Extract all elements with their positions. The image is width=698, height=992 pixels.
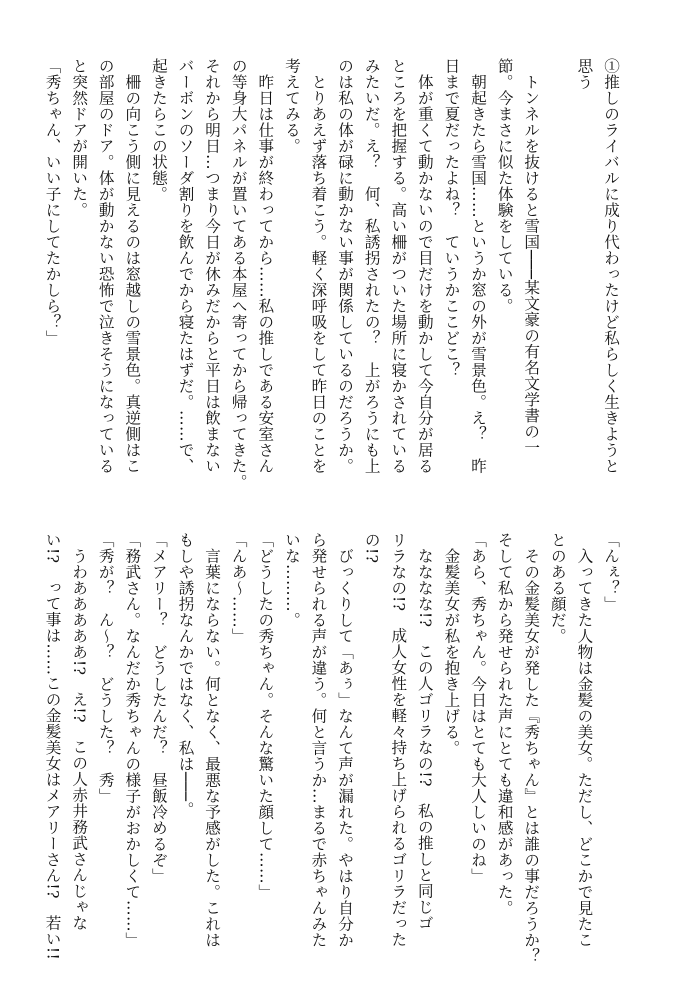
text-line: 「務武さん。なんだか秀ちゃんの様子がおかしくて……」 bbox=[123, 532, 142, 948]
text-line: その金髪美女が発した『秀ちゃん』とは誰の事だろうか？ bbox=[522, 532, 541, 964]
text-line: もしや誘拐なんかではなく、私は───。 bbox=[176, 532, 195, 818]
text-line: 金髪美女が私を抱き上げる。 bbox=[442, 532, 461, 756]
text-line: い!? って事は……この金髪美女はメアリーさん!? 若い!! bbox=[43, 532, 62, 961]
text-line: 日まで夏だったよね？ ていうかここどこ？ bbox=[442, 58, 461, 378]
text-line: 体が重くて動かないので目だけを動かして今自分が居る bbox=[415, 58, 434, 474]
text-line: 「秀ちゃん、いい子にしてたかしら？」 bbox=[43, 58, 62, 346]
text-line: バーボンのソーダ割りを飲んでから寝たはずだ。……で、 bbox=[176, 58, 195, 474]
text-line: 柵の向こう側に見えるのは窓越しの雪景色。真逆側はこ bbox=[123, 58, 142, 474]
text-line: 「んあ～……」 bbox=[229, 532, 248, 644]
text-line: トンネルを抜けると雪国───某文豪の有名文学書の一 bbox=[522, 58, 541, 456]
text-line: みたいだ。え？ 何、私誘拐されたの？ 上がろうにも上 bbox=[362, 58, 381, 474]
text-line: とのある顔だ。 bbox=[548, 532, 567, 644]
text-line: ところを把握する。高い柵がついた場所に寝かされている bbox=[389, 58, 408, 474]
text-line: うわあああああ!? え!? この人赤井務武さんじゃな bbox=[70, 532, 89, 931]
text-line: 起きたらこの状態。 bbox=[149, 58, 168, 202]
text-line: 「メアリー？ どうしたんだ？ 昼飯冷めるぞ」 bbox=[149, 532, 168, 884]
text-line: 朝起きたら雪国……というか窓の外が雪景色。え？ 昨 bbox=[469, 58, 488, 474]
text-line: ら発せられる声が違う。何と言うか…まるで赤ちゃんみた bbox=[309, 532, 328, 948]
text-line: いな………。 bbox=[282, 532, 301, 628]
text-line: 「どうしたの秀ちゃん。そんな驚いた顔して……」 bbox=[256, 532, 275, 900]
text-line: の等身大パネルが置いてある本屋へ寄ってから帰ってきた。 bbox=[229, 58, 248, 490]
text-line: のは私の体が碌に動かない事が関係しているのだろうか。 bbox=[336, 58, 355, 474]
text-line: そして私から発せられた声にとても違和感があった。 bbox=[495, 532, 514, 916]
text-line: リラなの!? 成人女性を軽々持ち上げられるゴリラだった bbox=[389, 532, 408, 948]
text-line: 「あら、秀ちゃん。今日はとても大人しいのね」 bbox=[469, 532, 488, 884]
text-line: とりあえず落ち着こう。軽く深呼吸をして昨日のことを bbox=[309, 58, 328, 474]
lower-text-block bbox=[43, 532, 624, 964]
text-line: それから明日…つまり今日が休みだからと平日は飲まない bbox=[203, 58, 222, 474]
text-line: 昨日は仕事が終わってから……私の推しである安室さん bbox=[256, 58, 275, 474]
text-line: 考えてみる。 bbox=[282, 58, 301, 154]
text-line: の部屋のドア。体が動かない恐怖で泣きそうになっている bbox=[96, 58, 115, 474]
text-line: の!? bbox=[362, 532, 381, 564]
text-line: 節。今まさに似た体験をしている。 bbox=[495, 58, 514, 314]
text-line: 思う bbox=[575, 58, 594, 90]
text-line: なななな!? この人ゴリラなの!? 私の推しと同じゴ bbox=[415, 532, 434, 931]
upper-text-block bbox=[43, 58, 624, 490]
text-line: 言葉にならない。何となく、最悪な予感がした。これは bbox=[203, 532, 222, 948]
text-line: びっくりして「あぅ」なんて声が漏れた。やはり自分か bbox=[336, 532, 355, 948]
blank-line bbox=[544, 58, 571, 478]
text-line: と突然ドアが開いた。 bbox=[70, 58, 89, 218]
text-line: ①推しのライバルに成り代わったけど私らしく生きようと bbox=[602, 58, 620, 474]
text-line: 入ってきた人物は金髪の美女。ただし、どこかで見たこ bbox=[575, 532, 594, 948]
text-line: 「秀が？ ん～？ どうした？ 秀」 bbox=[96, 532, 115, 804]
text-line: 「んぇ？」 bbox=[602, 532, 620, 612]
